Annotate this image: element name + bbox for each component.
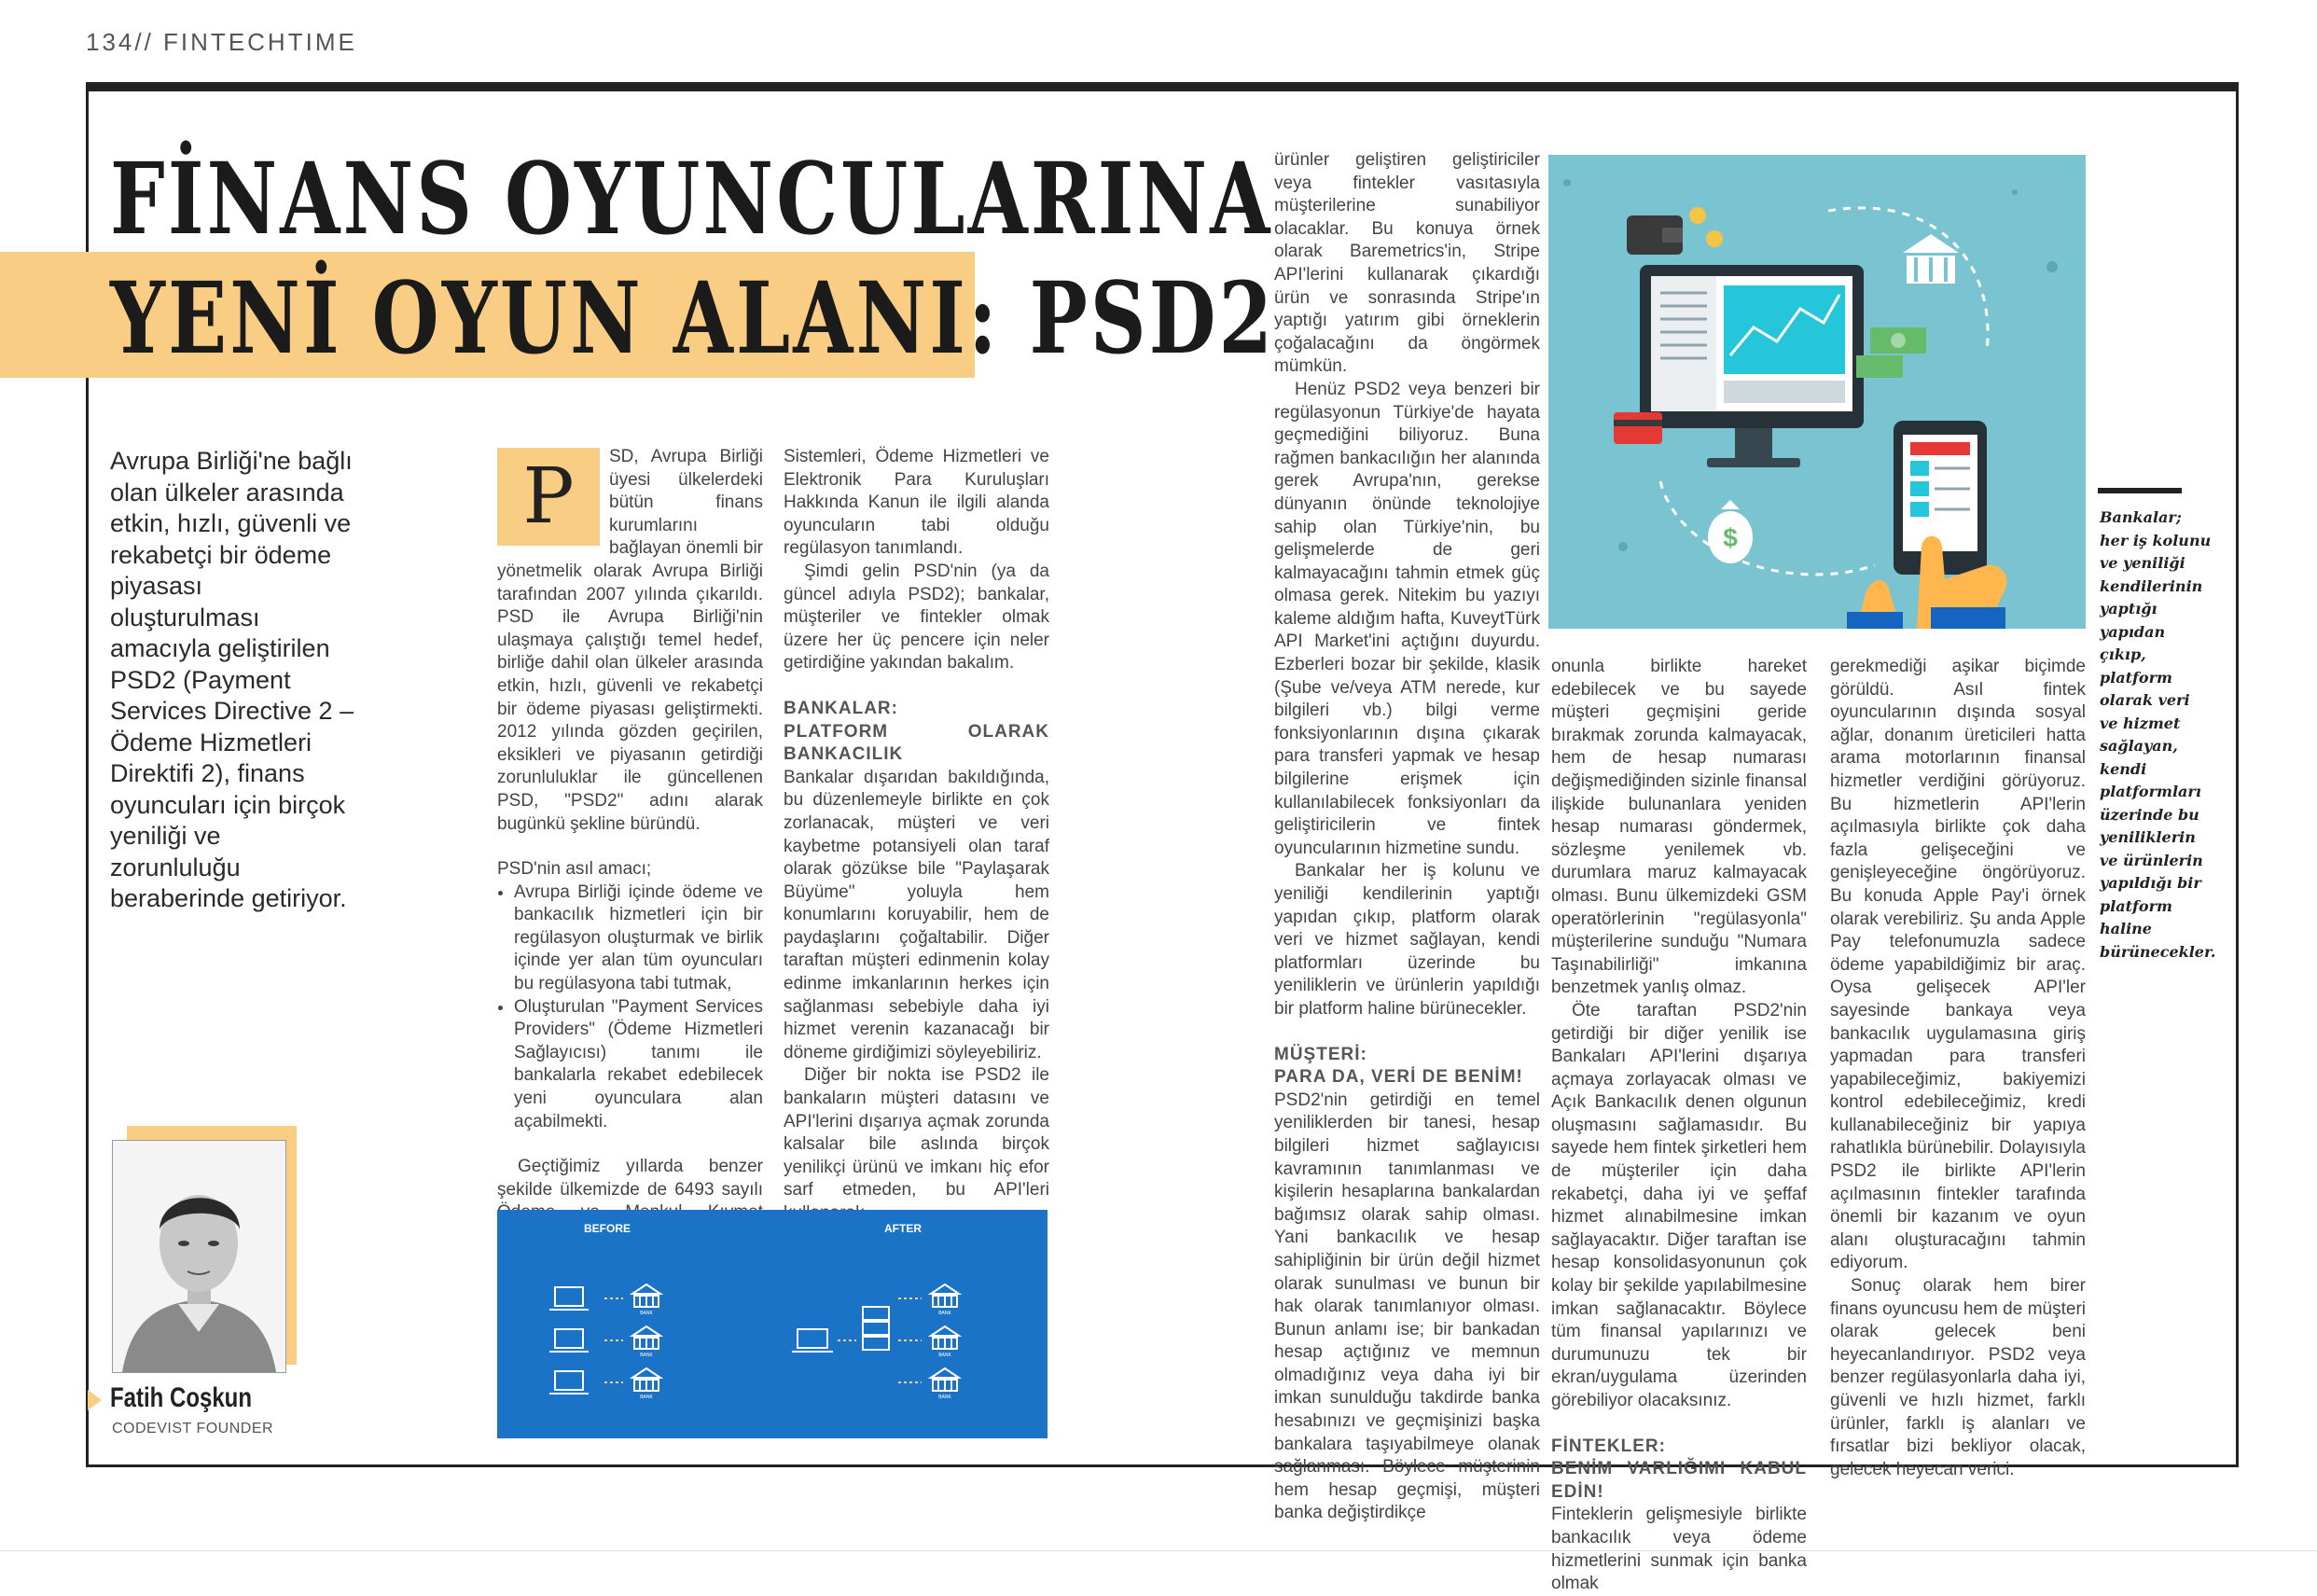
column-3 xyxy=(1274,149,1540,1525)
column-4 xyxy=(1551,656,1807,1596)
lede-paragraph: Avrupa Birliği'ne bağlı olan ülkeler arasında etkin, hızlı, güvenli ve rekabetçi bir ödeme piyasası oluşturulması amacıyla geliştirilen PSD2 (Payment Services Directive 2 – Ödeme Hizmetleri Direktifi 2), finans oyuncuları için birçok yeniliği ve zorunluluğu beraberinde getiriyor. xyxy=(110,447,354,912)
col4-paragraph-3: Finteklerin gelişmesiyle birlikte bankacılık veya ödeme hizmetlerini sunmak için banka olmak xyxy=(1551,1505,1807,1594)
credit-card-icon xyxy=(1614,412,1662,444)
spacer xyxy=(497,836,763,858)
bank-label: BANK xyxy=(938,1395,951,1400)
title-line-1: FİNANS OYUNCULARINA xyxy=(110,140,1273,257)
bank-label: BANK xyxy=(938,1311,951,1316)
spacer xyxy=(1551,1413,1807,1436)
section-heading-customer: MÜŞTERİ: xyxy=(1274,1044,1367,1064)
col3-paragraph-2: Henüz PSD2 veya benzeri bir regülasyonun Türkiye'de hayata geçmediğini biliyoruz. Buna rağmen bankacılığın her alanında gerek Avrupa'nın, gerekse dünyanın önünde teknolojiye sahip olan Türkiye'nin, bu gelişmelerde de geri kalmayacağını tahmin etmek güç olmasa gerek. Nitekim bu yazıyı kaleme aldığım hafta, KuveytTürk API Market'ini açtığını duyurdu. Ezberleri bozar bir şekilde, klasik (Şube ve/veya ATM nerede, kur bilgileri vb.) bilgi verme fonksiyonlarının dışına çıkarak para transferi yapmak ve hesap bilgilerine erişmek için kullanılabilecek fonksiyonları da geliştiricilerin ve fintek oyuncularının hizmetine sundu. xyxy=(1274,379,1540,858)
monitor-icon xyxy=(1640,265,1864,467)
bank-label: BANK xyxy=(640,1353,653,1358)
fintech-illustration xyxy=(1548,155,2086,629)
after-banks xyxy=(931,1284,959,1391)
before-laptops xyxy=(549,1287,589,1394)
author-marker xyxy=(88,1390,102,1410)
column-1 xyxy=(497,446,763,1248)
col1-paragraph-2: PSD'nin asıl amacı; xyxy=(497,859,652,880)
before-links xyxy=(604,1298,623,1382)
before-label: BEFORE xyxy=(583,1222,631,1235)
author-photo xyxy=(112,1140,286,1373)
col1-p1-text: SD, Avrupa Birliği üyesi ülkelerdeki bütün finans kurumlarını bağlayan önemli bir yönetmelik olarak Avrupa Birliği tarafından 2007 yılında çıkarıldı. PSD ile Avrupa Birliği'nin ulaşmaya çalıştığı temel hedef, birliğe dahil olan ülkeler arasında etkin, hızlı, güvenli ve rekabetçi bir ödeme piyasası geliştirmekti. 2012 yılında gözden geçirilen, eksikleri ve piyasanın getirdiği zorunluluklar ile güncellenen PSD, "PSD2" adını alarak bugünkü şekline büründü. xyxy=(497,447,763,834)
section-heading-banks: BANKALAR: xyxy=(784,698,898,718)
col1-paragraph-1 xyxy=(497,446,763,836)
col4-paragraph-1: onunla birlikte hareket edebilecek ve bu sayede müşteri geçmişini geride bırakmak zorunda kalmayacak, hem de hesap numarası değişmediğinden sizinle finansal ilişkide bulunanlara yeniden hesap numarası göndermek, sözleşme yenilemek vb. durumlara maruz kalmayacak olması. Bunu ülkemizdeki GSM operatörlerinin "regülasyonla" müşterilerine sunduğu "Numara Taşınabilirliği" imkanına benzetmek yanlış olmaz. xyxy=(1551,657,1807,998)
after-label: AFTER xyxy=(884,1222,922,1235)
running-head: 134// FINTECHTIME xyxy=(86,28,357,56)
author-role: CODEVIST FOUNDER xyxy=(112,1421,274,1436)
pull-quote: Bankalar; her iş kolunu ve yeniliği kendilerinin yaptığı yapıdan çıkıp, platform olarak veri ve hizmet sağlayan, kendi platformları üzerinde bu yeniliklerin ve ürünlerin yapıldığı bir platform haline bürünecekler. xyxy=(2100,508,2216,961)
after-laptop xyxy=(792,1329,833,1352)
section-subheading-customer: PARA DA, VERİ DE BENİM! xyxy=(1274,1067,1523,1088)
column-2 xyxy=(784,446,1049,1226)
section-heading-fintechs: FİNTEKLER: xyxy=(1551,1436,1666,1456)
col3-paragraph-1: ürünler geliştiren geliştiriciler veya fintekler vasıtasıyla müşterilerine sunabiliyor olacaklar. Bu konuya örnek olarak Baremetrics'in, Stripe API'lerini kullanarak çıkardığı ürün ve sonrasında Stripe'ın yaptığı yatırım gibi örneklerin çoğalacağını da öngörmek mümkün. xyxy=(1274,150,1540,377)
bank-label: BANK xyxy=(640,1311,653,1316)
after-links xyxy=(838,1298,922,1382)
aims-list xyxy=(497,881,763,1134)
dollar-sign: $ xyxy=(1723,523,1738,552)
col2-paragraph-4: Diğer bir nokta ise PSD2 ile bankaların müşteri datasını ve API'lerini dışarıya açmak zorunda kalsalar bile aslında birçok yenilikçi ürünü ve imkanı hiç efor sarf etmeden, bu API'leri xyxy=(784,1065,1049,1200)
col3-paragraph-3: Bankalar her iş kolunu ve yeniliği kendilerinin yaptığı yapıdan çıkıp, platform olarak veri ve hizmet sağlayan, kendi platformları üzerinde bu yeniliklerin ve ürünlerin yapıldığı bir platform haline bürünecekler. xyxy=(1274,861,1540,1019)
author-name: Fatih Coşkun xyxy=(110,1382,253,1413)
list-item: • Oluşturulan "Payment Services Providers" (Ödeme Hizmetleri Sağlayıcısı) tanımı ile bankalarla rekabet edebilecek yeni oyunculara alan açabilmekti. xyxy=(514,996,763,1134)
spacer xyxy=(1274,1021,1540,1044)
column-5 xyxy=(1830,656,2086,1481)
col3-paragraph-4: PSD2'nin getirdiği en temel yeniliklerden bir tanesi, hesap bilgileri hizmet sağlayıcısı kavramının tanımlanması ve kişilerin hesaplarına bankalardan bağımsız olarak sahip olması. Yani bankacılık ve hesap sahipliğinin bir ürün değil hizmet olarak sunulması ve bunun bir hak olarak tanımlanıyor olması. Bunun anlamı ise; bir bankadan hesap açtığınız ve memnun olmadığınız veya daha iyi bir imkan sunulduğu takdirde banka hesabınızı ve geçmişinizi başka bankalara taşıyabilmeye olanak sağlanması. Böylece müşterinin hem hesap geçmişi, müşteri banka değiştirdikçe xyxy=(1274,1089,1540,1523)
money-bag-icon xyxy=(1708,500,1753,563)
before-after-diagram xyxy=(497,1210,1048,1438)
bank-icon xyxy=(1903,234,1959,284)
spacer xyxy=(497,1133,763,1156)
bank-label: BANK xyxy=(938,1353,951,1358)
list-item: • Avrupa Birliği içinde ödeme ve bankacılık hizmetleri için bir regülasyon oluşturmak ve birlik içinde yer alan tüm oyuncuları bu regülasyona tabi tutmak, xyxy=(514,881,763,996)
before-banks xyxy=(632,1284,660,1391)
col2-paragraph-1: Sistemleri, Ödeme Hizmetleri ve Elektronik Para Kuruluşları Hakkında Kanun ile ilgili alanda oyuncuların tabi olduğu regülasyon tanımlandı. xyxy=(784,447,1049,559)
section-subheading-fintechs: BENİM VARLIĞIMI KABUL EDİN! xyxy=(1551,1459,1807,1502)
col5-paragraph-2: Sonuç olarak hem birer finans oyuncusu hem de müşteri olarak gelecek beni heyecanlandırıyor. PSD2 veya benzer regülasyonlarla daha iyi, güvenli ve hızlı hizmet, farklı ürünler, farklı iş alanları ve fırsatlar bizi bekliyor olacak, gelecek heyecan verici. xyxy=(1830,1276,2086,1479)
api-diagram xyxy=(497,1210,1048,1438)
flow-arrow xyxy=(1660,481,1875,575)
col4-paragraph-2: Öte taraftan PSD2'nin getirdiği bir diğer yenilik ise Bankaları API'lerini dışarıya açmaya zorlayacak olması ve Açık Bankacılık denen olgunun oluşmasını sağlamasıdır. Bu sayede hem fintek şirketleri hem de müşteriler için daha rekabetçi, daha iyi ve şeffaf hizmet alınabilmesine imkan sağlayacaktır. Diğer taraftan ise hesap konsolidasyonunun çok kolay bir şekilde yapılabilmesine imkan sağlanacaktır. Böylece tüm finansal yapılarınızı ve durumunuzu tek bir ekran/uygulama üzerinden görebiliyor olacaksınız. xyxy=(1551,1000,1807,1410)
spacer xyxy=(784,675,1049,698)
title-line-2: YENİ OYUN ALANI: PSD2 xyxy=(110,259,1276,376)
top-rule xyxy=(86,82,2239,91)
col5-paragraph-1: gerekmediği aşikar biçimde görüldü. Asıl fintek oyuncularının dışında sosyal ağlar, donanım üreticileri hatta arama motorlarının finansal hizmetler verdiğini görüyoruz. Bu hizmetlerin API'lerin açılmasıyla birlikte çok daha fazla gelişeceğini ve genişleyeceğine öngörüyoruz. Bu konuda Apple Pay'i örnek olarak verebiliriz. Şu anda Apple Pay telefonumuzla sadece ödeme yapabildiğimiz bir araç. Oysa gelişecek API'ler sayesinde bankaya veya bankacılık uygulamasına giriş yapmadan para transferi yapabileceğimiz, bakiyemizi kontrol edebileceğimiz, kredi kullanabileceğiniz bir yapıya rahatlıkla bürünebilir. Dolayısıyla PSD2 ile birlikte API'lerin açılmasının fintekler tarafında önemli bir kazanım ve oyun alanı oluşturacağını tahmin ediyorum. xyxy=(1830,657,2086,1273)
section-subheading-banks: PLATFORM OLARAK BANKACILIK xyxy=(784,721,1049,765)
bank-label: BANK xyxy=(640,1395,653,1400)
col1-paragraph-3: Geçtiğimiz yıllarda benzer şekilde ülkemizde de 6493 sayılı xyxy=(497,1157,763,1200)
monitor-phone-illustration xyxy=(1548,155,2086,629)
api-server-icon xyxy=(863,1307,889,1350)
col2-paragraph-3: Bankalar dışarıdan bakıldığında, bu düzenlemeyle birlikte en çok zorlanacak, müşteri ve veri kaybetme potansiyeli olan taraf olarak gözükse bile "Paylaşarak Büyüme" yoluyla hem konumlarını koruyabilir, hem de paydaşlarını çoğaltabilir. Diğer taraftan müşteri edinmenin kolay edinme imkanlarının herkes için sağlanması sebebiyle daha iyi hizmet verenin kazanacağı bir döneme girdiğimizi söyleyebiliriz. xyxy=(784,767,1049,1062)
wallet-icon xyxy=(1627,207,1723,255)
drop-cap: P xyxy=(497,448,600,546)
dropcap-spacer xyxy=(497,446,609,550)
col2-paragraph-2: Şimdi gelin PSD'nin (ya da güncel adıyla PSD2); bankalar, müşteriler ve fintekler olmak üzere her üç pencere için neler getirdiğine yakından bakalım. xyxy=(784,561,1049,673)
pull-quote-rule xyxy=(2098,488,2182,493)
